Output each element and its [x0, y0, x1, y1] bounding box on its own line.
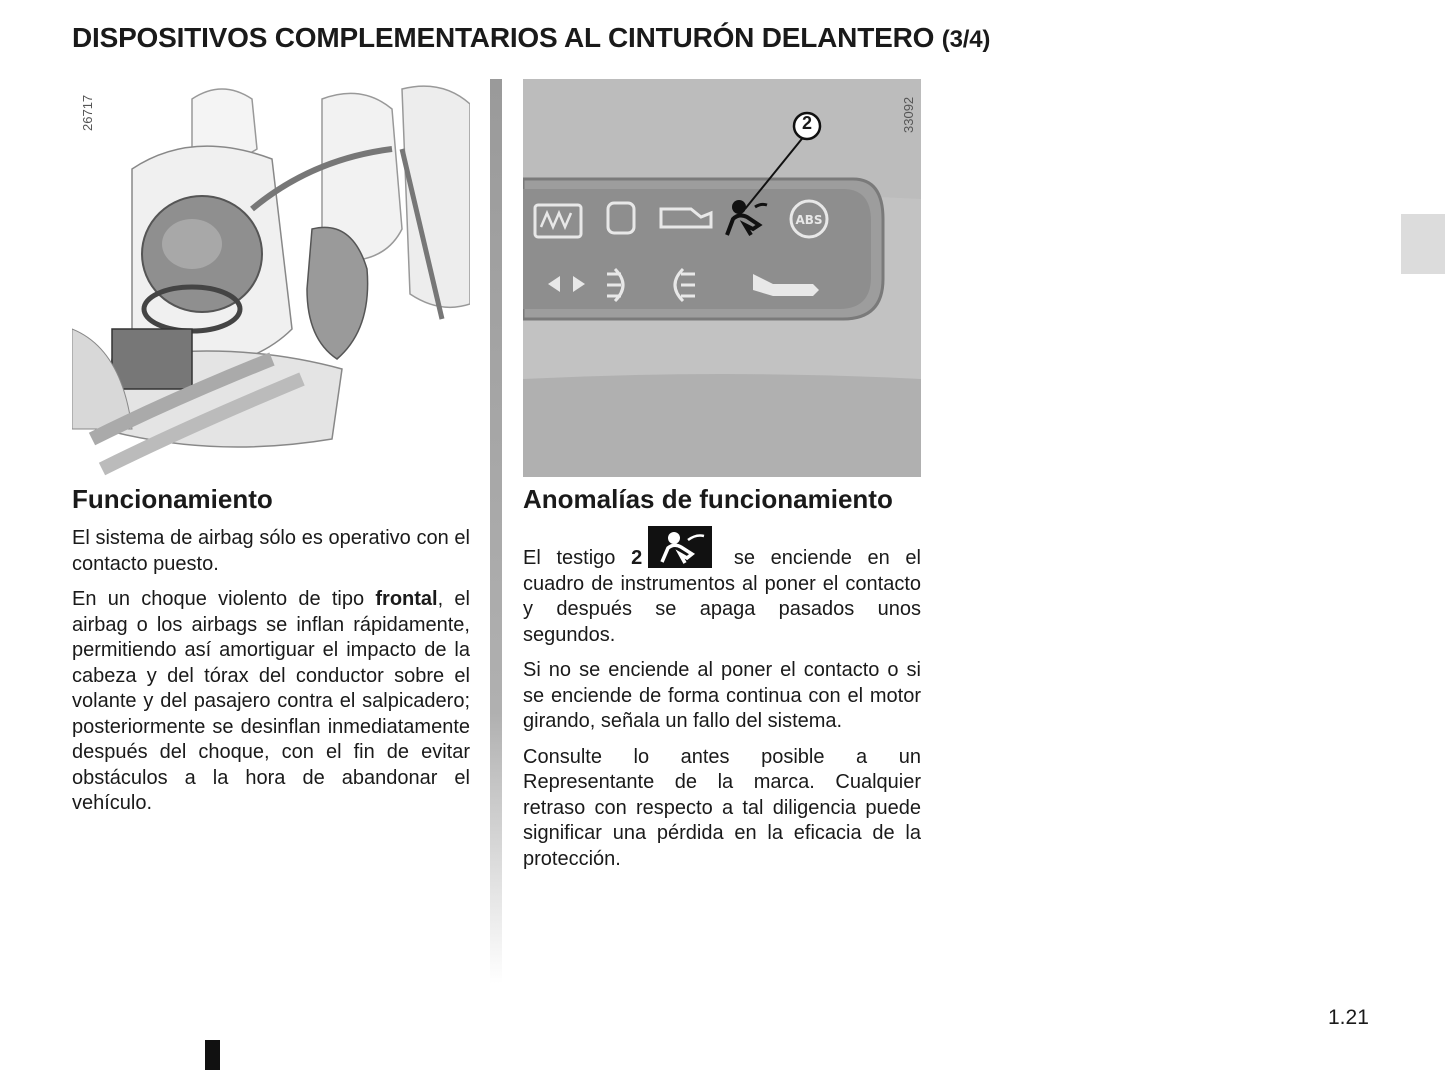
print-crop-mark	[205, 1040, 220, 1070]
left-column	[72, 482, 470, 827]
section-tab	[1401, 214, 1445, 274]
paragraph: Consulte lo antes posible a un Representante de la marca. Cualquier retraso con respecto a tal diligencia puede significar una pérdida en la eficacia de la protección.	[523, 745, 921, 870]
airbag-seats-illustration	[72, 79, 470, 477]
paragraph	[72, 587, 470, 817]
page-part-indicator: (3/4)	[941, 26, 991, 53]
airbag-warning-icon	[648, 526, 712, 568]
paragraph: El sistema de airbag sólo es operativo con el contacto puesto.	[72, 527, 470, 575]
section-heading-funcionamiento: Funcionamiento	[72, 484, 273, 514]
page-title	[72, 22, 990, 54]
right-column	[523, 482, 921, 882]
instrument-cluster-drawing	[523, 79, 921, 477]
svg-text:ABS: ABS	[795, 213, 823, 227]
instrument-cluster-illustration	[523, 79, 921, 477]
paragraph-text: se enciende en el cuadro de instrumentos al poner el contacto y después se apaga pasados unos segundos.	[523, 547, 921, 646]
column-divider	[490, 79, 502, 984]
page-number: 1.21	[1328, 1006, 1369, 1029]
page-title-text: DISPOSITIVOS COMPLEMENTARIOS AL CINTURÓN DELANTERO	[72, 22, 935, 53]
figure-code-left: 26717	[80, 94, 95, 131]
figure-code-right: 33092	[901, 96, 916, 133]
paragraph-text: En un choque violento de tipo	[72, 588, 376, 610]
paragraph	[523, 526, 921, 648]
bold-term: frontal	[375, 588, 438, 610]
paragraph: Si no se enciende al poner el contacto o si se enciende de forma continua con el motor girando, señala un fallo del sistema.	[523, 659, 921, 732]
paragraph-text: El testigo	[523, 547, 632, 569]
section-heading-anomalias: Anomalías de funcionamiento	[523, 484, 893, 514]
paragraph-text: , el airbag o los airbags se inflan rápidamente, permitiendo así amortiguar el impacto de la cabeza y del tórax del conductor sobre el volante y del pasajero contra el salpicadero; posteriormente se desinflan inmediatamente después del choque, con el fin de evitar obstáculos a la hora de abandonar el vehículo.	[72, 588, 471, 814]
airbag-seats-drawing	[72, 79, 470, 477]
callout-number: 2	[801, 113, 812, 133]
bold-term: 2	[631, 547, 643, 569]
